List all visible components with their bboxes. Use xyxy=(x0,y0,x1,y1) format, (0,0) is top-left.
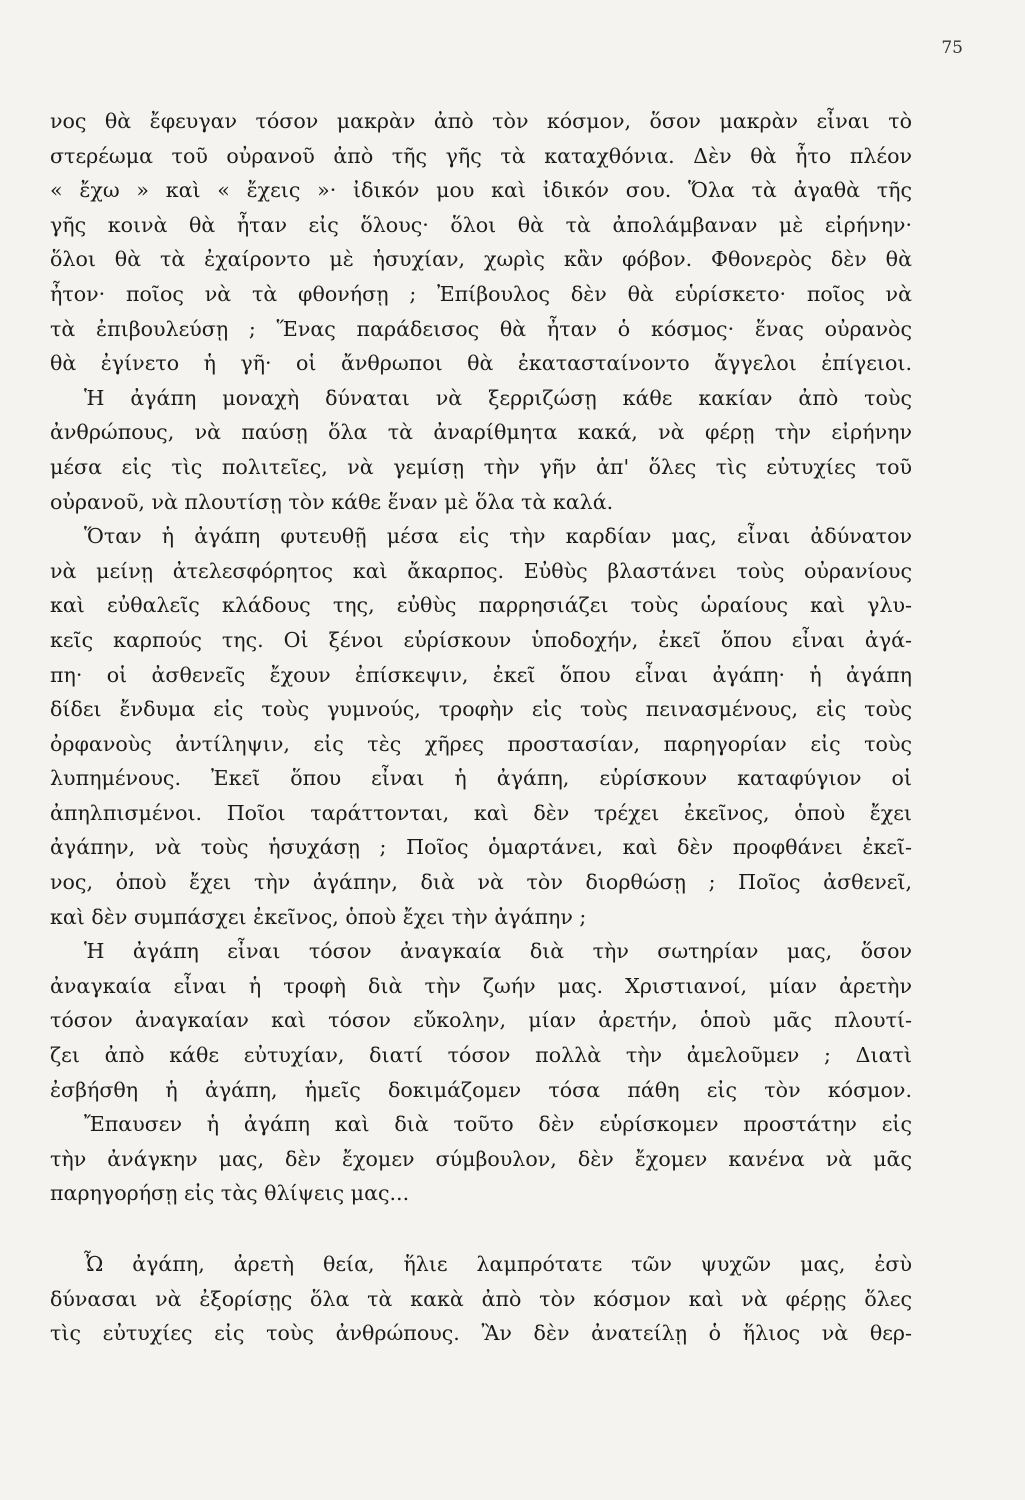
text-line: θὰ ἐγίνετο ἡ γῆ· οἱ ἄνθρωποι θὰ ἐκατασταίνοντο ἄγγελοι ἐπίγειοι. xyxy=(50,351,912,376)
text-line: ἐσβήσθη ἡ ἀγάπη, ἡμεῖς δοκιμάζομεν τόσα πάθη εἰς τὸν κόσμον. xyxy=(50,1077,912,1102)
text-line: νος, ὁποὺ ἔχει τὴν ἀγάπην, διὰ νὰ τὸν διορθώσῃ ; Ποῖος ἀσθενεῖ, xyxy=(50,870,912,895)
paragraph-start-line: Ἡ ἀγάπη εἶναι τόσον ἀναγκαία διὰ τὴν σωτηρίαν μας, ὅσον xyxy=(84,939,912,964)
text-line: τὴν ἀνάγκην μας, δὲν ἔχομεν σύμβουλον, δὲν ἔχομεν κανένα νὰ μᾶς xyxy=(50,1146,912,1171)
paragraph-start-line: Ἔπαυσεν ἡ ἀγάπη καὶ διὰ τοῦτο δὲν εὑρίσκομεν προστάτην εἰς xyxy=(84,1112,912,1137)
text-line: ζει ἀπὸ κάθε εὐτυχίαν, διατί τόσον πολλὰ τὴν ἀμελοῦμεν ; Διατὶ xyxy=(50,1043,912,1068)
body-text xyxy=(50,104,912,1351)
text-line: παρηγορήσῃ εἰς τὰς θλίψεις μας... xyxy=(50,1181,410,1206)
text-line: τὶς εὐτυχίες εἰς τοὺς ἀνθρώπους. Ἂν δὲν ἀνατείλῃ ὁ ἥλιος νὰ θερ- xyxy=(50,1321,912,1346)
paragraph-gap xyxy=(50,1211,912,1247)
text-line: ἦτον· ποῖος νὰ τὰ φθονήσῃ ; Ἐπίβουλος δὲν θὰ εὑρίσκετο· ποῖος νὰ xyxy=(50,281,912,306)
paragraph-start-line: Ὦ ἀγάπη, ἀρετὴ θεία, ἥλιε λαμπρότατε τῶν ψυχῶν μας, ἐσὺ xyxy=(84,1252,912,1276)
text-line: τόσον ἀναγκαίαν καὶ τόσον εὔκολην, μίαν ἀρετήν, ὁποὺ μᾶς πλουτί- xyxy=(50,1008,912,1033)
text-line: κεῖς καρπούς της. Οἱ ξένοι εὑρίσκουν ὑποδοχήν, ἐκεῖ ὅπου εἶναι ἀγά- xyxy=(50,627,912,652)
paragraph-start-line: Ἡ ἀγάπη μοναχὴ δύναται νὰ ξερριζώσῃ κάθε κακίαν ἀπὸ τοὺς xyxy=(84,385,912,410)
text-line: νὰ μείνῃ ἀτελεσφόρητος καὶ ἄκαρπος. Εὐθὺς βλαστάνει τοὺς οὐρανίους xyxy=(50,558,912,583)
text-line: ὀρφανοὺς ἀντίληψιν, εἰς τὲς χῆρες προστασίαν, παρηγορίαν εἰς τοὺς xyxy=(50,731,912,756)
text-line: νος θὰ ἔφευγαν τόσον μακρὰν ἀπὸ τὸν κόσμον, ὅσον μακρὰν εἶναι τὸ xyxy=(50,109,912,133)
text-line: « ἔχω » καὶ « ἔχεις »· ἰδικόν μου καὶ ἰδικόν σου. Ὅλα τὰ ἀγαθὰ τῆς xyxy=(50,178,912,203)
text-line: μέσα εἰς τὶς πολιτεῖες, νὰ γεμίσῃ τὴν γῆν ἀπ' ὅλες τὶς εὐτυχίες τοῦ xyxy=(50,454,912,479)
text-line: λυπημένους. Ἐκεῖ ὅπου εἶναι ἡ ἀγάπη, εὑρίσκουν καταφύγιον οἱ xyxy=(50,766,912,791)
text-line: ὅλοι θὰ τὰ ἐχαίροντο μὲ ἡσυχίαν, χωρὶς κἂν φόβον. Φθονερὸς δὲν θὰ xyxy=(50,247,912,272)
text-line: δύνασαι νὰ ἐξορίσῃς ὅλα τὰ κακὰ ἀπὸ τὸν κόσμον καὶ νὰ φέρῃς ὅλες xyxy=(50,1286,912,1311)
text-line: στερέωμα τοῦ οὐρανοῦ ἀπὸ τῆς γῆς τὰ καταχθόνια. Δὲν θὰ ἦτο πλέον xyxy=(50,143,912,168)
paragraph-start-line: Ὅταν ἡ ἀγάπη φυτευθῇ μέσα εἰς τὴν καρδίαν μας, εἶναι ἀδύνατον xyxy=(84,524,912,549)
text-line: ἀγάπην, νὰ τοὺς ἡσυχάσῃ ; Ποῖος ὁμαρτάνει, καὶ δὲν προφθάνει ἐκεῖ- xyxy=(50,835,912,860)
text-line: οὐρανοῦ, νὰ πλουτίσῃ τὸν κάθε ἕναν μὲ ὅλα τὰ καλά. xyxy=(50,489,614,514)
text-line: ἀνθρώπους, νὰ παύσῃ ὅλα τὰ ἀναρίθμητα κακά, νὰ φέρῃ τὴν εἰρήνην xyxy=(50,420,912,445)
text-line: πη· οἱ ἀσθενεῖς ἔχουν ἐπίσκεψιν, ἐκεῖ ὅπου εἶναι ἀγάπη· ἡ ἀγάπη xyxy=(50,662,912,687)
text-line: γῆς κοινὰ θὰ ἦταν εἰς ὅλους· ὅλοι θὰ τὰ ἀπολάμβαναν μὲ εἰρήνην· xyxy=(50,212,912,237)
text-line: καὶ δὲν συμπάσχει ἐκεῖνος, ὁποὺ ἔχει τὴν ἀγάπην ; xyxy=(50,904,587,929)
text-line: ἀναγκαία εἶναι ἡ τροφὴ διὰ τὴν ζωήν μας. Χριστιανοί, μίαν ἀρετὴν xyxy=(50,973,912,998)
text-line: δίδει ἔνδυμα εἰς τοὺς γυμνούς, τροφὴν εἰς τοὺς πεινασμένους, εἰς τοὺς xyxy=(50,697,912,722)
page-number: 75 xyxy=(941,38,963,58)
text-line: ἀπηλπισμένοι. Ποῖοι ταράττονται, καὶ δὲν τρέχει ἐκεῖνος, ὁποὺ ἔχει xyxy=(50,800,912,825)
text-line: καὶ εὐθαλεῖς κλάδους της, εὐθὺς παρρησιάζει τοὺς ὡραίους καὶ γλυ- xyxy=(50,593,912,618)
text-line: τὰ ἐπιβουλεύσῃ ; Ἕνας παράδεισος θὰ ἦταν ὁ κόσμος· ἕνας οὐρανὸς xyxy=(50,316,912,341)
